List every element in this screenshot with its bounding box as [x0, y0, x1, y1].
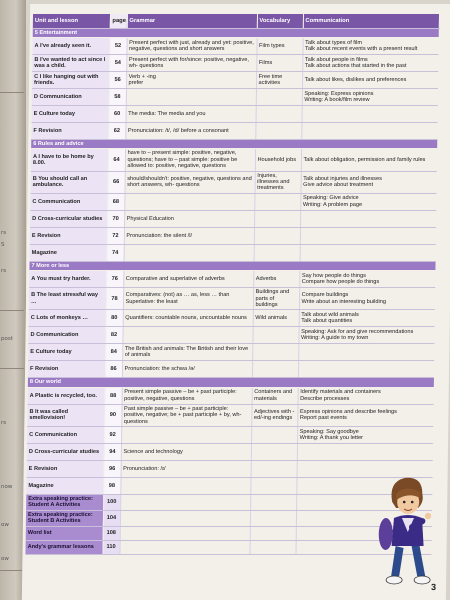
- page-ref: 86: [105, 361, 122, 378]
- lesson-title: C Lots of monkeys …: [29, 310, 106, 327]
- communication-cell: Speaking: Express opinions Writing: A book/film review: [302, 88, 438, 105]
- sidebar-fragment: post: [1, 336, 13, 342]
- grammar-cell: The British and animals: The British and their love of animals: [122, 344, 252, 361]
- communication-cell: [298, 344, 434, 361]
- grammar-cell: Present simple passive – be + past participle: positive, negative, questions: [122, 387, 252, 404]
- lesson-row: [30, 227, 436, 244]
- communication-cell: Identify materials and containers Describe processes: [298, 387, 434, 404]
- communication-cell: [302, 105, 438, 122]
- lesson-row: [30, 244, 436, 261]
- vocabulary-cell: [255, 122, 301, 139]
- lesson-title: C Communication: [30, 193, 107, 210]
- lesson-row: [32, 37, 438, 54]
- vocabulary-cell: Films: [256, 54, 302, 71]
- page-ref: 64: [108, 149, 125, 171]
- vocabulary-cell: [256, 88, 302, 105]
- extra-section-row: [26, 495, 432, 511]
- grammar-cell: [120, 495, 250, 511]
- lesson-row: [27, 427, 433, 444]
- lesson-title: Andy's grammar lessons: [25, 540, 102, 554]
- lesson-title: Magazine: [30, 244, 107, 261]
- lesson-title: F Revision: [31, 122, 108, 139]
- lesson-row: [29, 271, 435, 288]
- lesson-title: A Plastic is recycled, too.: [28, 387, 105, 404]
- extra-section-row: [26, 510, 432, 526]
- lesson-title: D Communication: [28, 327, 105, 344]
- header-communication: Communication: [303, 14, 439, 28]
- communication-cell: [300, 244, 436, 261]
- grammar-cell: Pronunciation: /ɪ/: [121, 461, 251, 478]
- grammar-cell: Present perfect with for/since: positive, negative, wh- questions: [126, 54, 256, 71]
- communication-cell: [298, 361, 434, 378]
- sidebar-fragment: ow: [1, 556, 9, 562]
- lesson-row: [32, 88, 438, 105]
- vocabulary-cell: Adverbs: [253, 271, 299, 288]
- page-ref: 70: [107, 210, 124, 227]
- page-ref: 60: [109, 105, 126, 122]
- lesson-title: D Cross-curricular studies: [30, 210, 107, 227]
- vocabulary-cell: Free time activities: [256, 71, 302, 88]
- grammar-cell: Pronunciation: the silent /l/: [124, 227, 254, 244]
- sidebar-fragment: ow: [1, 522, 9, 528]
- lesson-title: A I have to be home by 8.00.: [31, 149, 108, 171]
- unit-heading: 8 Our world: [28, 378, 434, 387]
- lesson-title: Magazine: [26, 478, 103, 495]
- vocabulary-cell: Adjectives with -ed/-ing endings: [251, 404, 297, 426]
- lesson-row: [31, 171, 437, 193]
- page-ref: 68: [107, 193, 124, 210]
- page-ref: 76: [106, 271, 123, 288]
- contents-table: [25, 14, 439, 555]
- lesson-title: A You must try harder.: [29, 271, 106, 288]
- page-ref: 80: [106, 310, 123, 327]
- grammar-cell: [124, 244, 254, 261]
- grammar-cell: [124, 193, 254, 210]
- lesson-title: F Revision: [28, 361, 105, 378]
- sidebar-fragment: rs: [1, 420, 7, 426]
- lesson-row: [30, 193, 436, 210]
- vocabulary-cell: [250, 526, 296, 540]
- sidebar-fragment: now: [1, 484, 13, 490]
- page-ref: 52: [109, 37, 126, 54]
- lesson-row: [32, 71, 438, 88]
- vocabulary-cell: [250, 510, 296, 526]
- page-ref: 54: [109, 54, 126, 71]
- table-body: [25, 28, 438, 554]
- unit-heading-row: [33, 28, 439, 37]
- lesson-title: A I've already seen it.: [32, 37, 109, 54]
- vocabulary-cell: [252, 361, 298, 378]
- page-ref: 72: [107, 227, 124, 244]
- unit-heading-row: [28, 378, 434, 387]
- sidebar-fragment: S: [1, 242, 5, 248]
- lesson-title: E Culture today: [32, 105, 109, 122]
- header-page: page: [110, 14, 127, 28]
- extra-section-row: [25, 540, 431, 554]
- page-ref: 88: [105, 387, 122, 404]
- lesson-title: Word list: [26, 526, 103, 540]
- lesson-title: E Revision: [27, 461, 104, 478]
- communication-cell: Talk about injuries and illnesses Give advice about treatment: [301, 171, 437, 193]
- communication-cell: Say how people do things Compare how people do things: [299, 271, 435, 288]
- communication-cell: Speaking: Ask for and give recommendations Writing: A guide to my town: [298, 327, 434, 344]
- grammar-cell: [120, 478, 250, 495]
- lesson-row: [32, 105, 438, 122]
- unit-heading-row: [29, 261, 435, 270]
- page-ref: 62: [108, 122, 125, 139]
- extra-section-row: [26, 526, 432, 540]
- vocabulary-cell: Containers and materials: [252, 387, 298, 404]
- lesson-row: [27, 461, 433, 478]
- cartoon-boy-illustration: [377, 472, 437, 590]
- table-header-row: [33, 14, 439, 28]
- communication-cell: Compare buildings Write about an interesting building: [299, 288, 435, 310]
- lesson-title: B You should call an ambulance.: [31, 171, 108, 193]
- page-ref: 66: [108, 171, 125, 193]
- lesson-row: [26, 478, 432, 495]
- lesson-title: D Cross-curricular studies: [27, 444, 104, 461]
- unit-heading: 6 Rules and advice: [31, 139, 437, 148]
- grammar-cell: Present perfect with just, already and yet: positive, negative, questions and short answers: [126, 37, 256, 54]
- lesson-title: B It was called smellovision!: [27, 404, 104, 426]
- vocabulary-cell: [250, 495, 296, 511]
- grammar-cell: [122, 327, 252, 344]
- header-grammar: Grammar: [127, 14, 257, 28]
- page-ref: 82: [105, 327, 122, 344]
- page-ref: 96: [104, 461, 121, 478]
- vocabulary-cell: Household jobs: [255, 149, 301, 171]
- page-ref: 92: [104, 427, 121, 444]
- lesson-row: [31, 122, 437, 139]
- grammar-cell: Comparative and superlative of adverbs: [123, 271, 253, 288]
- communication-cell: Talk about types of film Talk about recent events with a present result: [302, 37, 438, 54]
- page-ref: 84: [105, 344, 122, 361]
- lesson-row: [28, 344, 434, 361]
- grammar-cell: Physical Education: [124, 210, 254, 227]
- grammar-cell: [119, 540, 249, 554]
- page-ref: 78: [106, 288, 123, 310]
- grammar-cell: [121, 427, 251, 444]
- lesson-row: [31, 149, 437, 171]
- lesson-title: E Culture today: [28, 344, 105, 361]
- lesson-title: Extra speaking practice: Student A Activities: [26, 495, 103, 511]
- lesson-row: [28, 327, 434, 344]
- grammar-cell: [120, 510, 250, 526]
- page-ref: 104: [103, 510, 120, 526]
- communication-cell: Talk about likes, dislikes and preferences: [302, 71, 438, 88]
- lesson-title: E Revision: [30, 227, 107, 244]
- communication-cell: Express opinions and describe feelings Report past events: [297, 404, 433, 426]
- sidebar-fragment: rs: [1, 230, 7, 236]
- sidebar-fragment: rs: [1, 268, 7, 274]
- grammar-cell: Comparatives: (not) as … as, less … than Superlative: the least: [123, 288, 253, 310]
- header-vocabulary: Vocabulary: [257, 14, 303, 28]
- unit-heading: 5 Entertainment: [33, 28, 439, 37]
- vocabulary-cell: [254, 210, 300, 227]
- communication-cell: [300, 210, 436, 227]
- vocabulary-cell: [251, 427, 297, 444]
- grammar-cell: Pronunciation: the schwa /ə/: [122, 361, 252, 378]
- page-ref: 94: [104, 444, 121, 461]
- vocabulary-cell: Wild animals: [253, 310, 299, 327]
- lesson-row: [28, 361, 434, 378]
- vocabulary-cell: [256, 105, 302, 122]
- vocabulary-cell: Film types: [256, 37, 302, 54]
- lesson-title: C Communication: [27, 427, 104, 444]
- lesson-title: B The least stressful way …: [29, 288, 106, 310]
- communication-cell: [300, 227, 436, 244]
- communication-cell: [297, 444, 433, 461]
- page-ref: 98: [103, 478, 120, 495]
- contents-table-wrapper: [25, 14, 439, 555]
- communication-cell: Talk about wild animals Talk about quantities: [299, 310, 435, 327]
- vocabulary-cell: Buildings and parts of buildings: [253, 288, 299, 310]
- grammar-cell: Science and technology: [121, 444, 251, 461]
- vocabulary-cell: [251, 444, 297, 461]
- lesson-title: Extra speaking practice: Student B Activities: [26, 510, 103, 526]
- lesson-row: [27, 404, 433, 426]
- unit-heading-row: [31, 139, 437, 148]
- lesson-row: [28, 387, 434, 404]
- unit-heading: 7 More or less: [29, 261, 435, 270]
- grammar-cell: Verb + -ing prefer: [126, 71, 256, 88]
- lesson-row: [32, 54, 438, 71]
- vocabulary-cell: [254, 227, 300, 244]
- page-ref: 56: [109, 71, 126, 88]
- grammar-cell: [126, 88, 256, 105]
- grammar-cell: [120, 526, 250, 540]
- grammar-cell: should/shouldn't: positive, negative, questions and short answers, wh- questions: [125, 171, 255, 193]
- page-ref: 90: [104, 404, 121, 426]
- lesson-row: [29, 310, 435, 327]
- contents-page: [22, 4, 450, 600]
- communication-cell: Speaking: Give advice Writing: A problem page: [300, 193, 436, 210]
- vocabulary-cell: [251, 461, 297, 478]
- vocabulary-cell: [250, 478, 296, 495]
- vocabulary-cell: [254, 244, 300, 261]
- page-ref: 108: [103, 526, 120, 540]
- page-ref: 74: [107, 244, 124, 261]
- grammar-cell: The media: The media and you: [126, 105, 256, 122]
- vocabulary-cell: Injuries, illnesses and treatments: [255, 171, 301, 193]
- grammar-cell: have to – present simple: positive, negative, questions; have to – past simple: positive be allowed to: positive, negative, questions: [125, 149, 255, 171]
- vocabulary-cell: [254, 193, 300, 210]
- communication-cell: Talk about obligation, permission and family rules: [301, 149, 437, 171]
- communication-cell: Talk about people in films Talk about actions that started in the past: [302, 54, 438, 71]
- page-ref: 110: [102, 540, 119, 554]
- grammar-cell: Quantifiers: countable nouns, uncountable nouns: [123, 310, 253, 327]
- lesson-row: [30, 210, 436, 227]
- page-number: 3: [430, 582, 437, 592]
- vocabulary-cell: [249, 540, 295, 554]
- lesson-title: C I like hanging out with friends.: [32, 71, 109, 88]
- lesson-title: B I've wanted to act since I was a child.: [32, 54, 109, 71]
- page-ref: 58: [109, 88, 126, 105]
- grammar-cell: Pronunciation: /t/, /d/ before a consonant: [125, 122, 255, 139]
- lesson-row: [27, 444, 433, 461]
- communication-cell: Speaking: Say goodbye Writing: A thank you letter: [297, 427, 433, 444]
- page-ref: 100: [103, 495, 120, 511]
- lesson-row: [29, 288, 435, 310]
- vocabulary-cell: [252, 327, 298, 344]
- communication-cell: [301, 122, 437, 139]
- vocabulary-cell: [252, 344, 298, 361]
- grammar-cell: Past simple passive – be + past participle: positive, negative; be + past participle + by, wh- questions: [121, 404, 251, 426]
- lesson-title: D Communication: [32, 88, 109, 105]
- header-unit-and-lesson: Unit and lesson: [33, 14, 110, 28]
